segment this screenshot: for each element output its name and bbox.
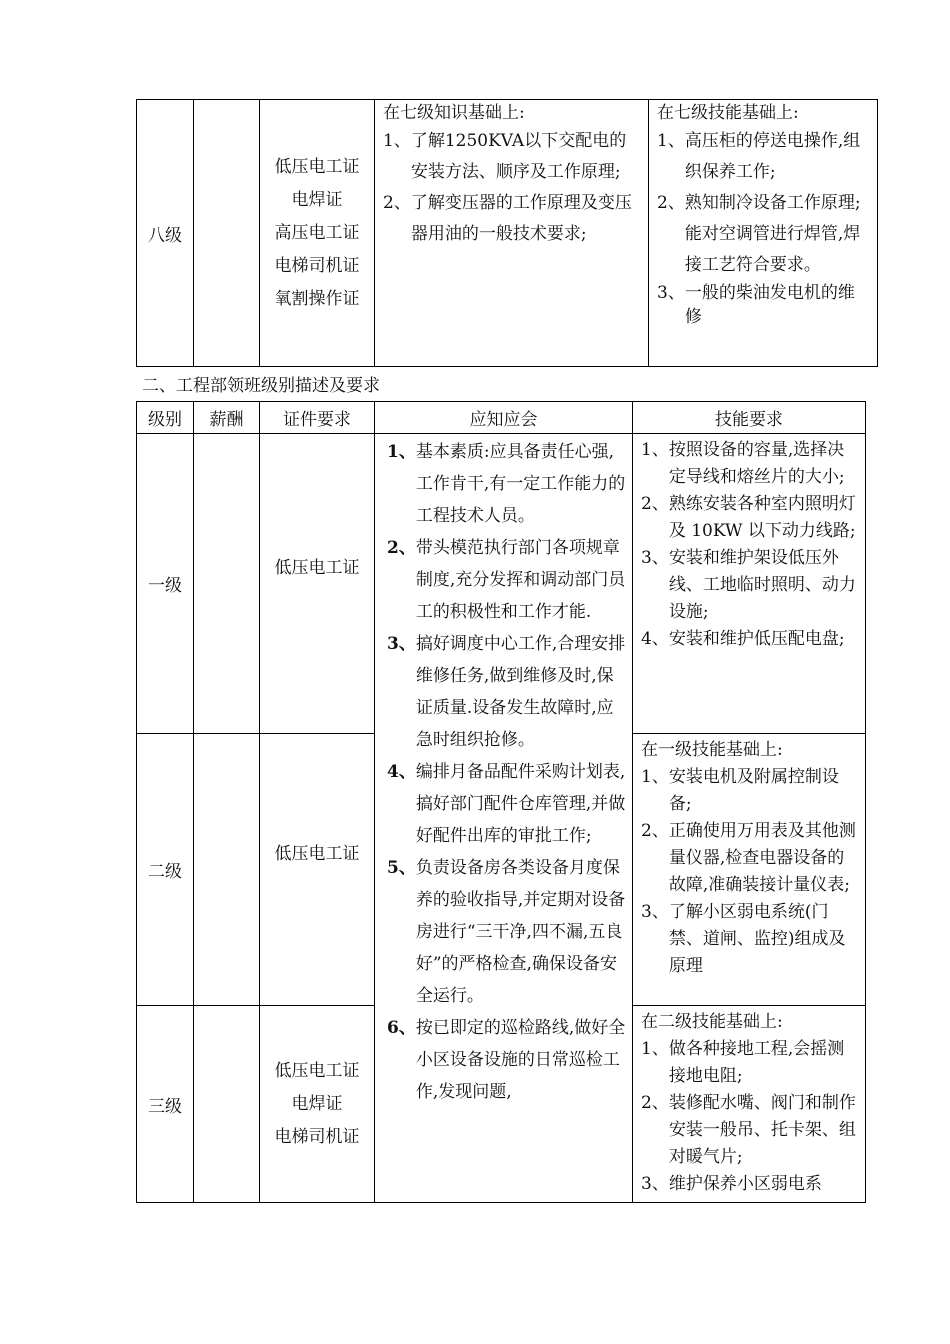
skill-cell <box>633 1006 866 1203</box>
cert-item: 低压电工证 <box>274 844 360 864</box>
cert-cell <box>260 434 375 734</box>
skill-cell <box>633 434 866 734</box>
skill-item <box>657 188 871 281</box>
knowledge-intro: 在七级知识基础上: <box>383 103 525 123</box>
item-text: 编排月备品配件采购计划表,搞好部门配件仓库管理,并做好配件出库的审批工作; <box>415 762 626 846</box>
level-label: 二级 <box>148 862 182 882</box>
item-number: 3、 <box>387 634 416 654</box>
item-number: 4、 <box>387 762 416 782</box>
cert-item: 低压电工证 <box>274 1060 360 1081</box>
skill-item <box>641 818 861 899</box>
item-text: 负责设备房各类设备月度保养的验收指导,并定期对设备房进行“三干净,四不漏,五良好”的严格检查,确保设备安全运行。 <box>415 858 626 1006</box>
cert-item: 电梯司机证 <box>274 1126 360 1147</box>
item-number: 2、 <box>641 821 669 841</box>
item-text: 高压柜的停送电操作,组织保养工作; <box>684 131 861 182</box>
item-number: 1、 <box>641 1039 669 1059</box>
cert-cell <box>260 100 375 367</box>
item-text: 安装和维护低压配电盘; <box>668 629 845 649</box>
item-number: 2、 <box>657 193 685 213</box>
level-cell <box>137 434 194 734</box>
skill-item <box>641 1036 861 1090</box>
item-number: 1、 <box>641 440 669 460</box>
skill-item <box>641 491 861 545</box>
knowledge-item <box>383 188 642 250</box>
knowledge-cell <box>375 100 649 367</box>
header-cell: 应知应会 <box>375 402 633 434</box>
item-number: 1、 <box>641 767 669 787</box>
level-cell <box>137 100 194 367</box>
item-number: 2、 <box>641 494 669 514</box>
skill-item <box>641 1090 861 1171</box>
knowledge-item <box>383 756 626 852</box>
knowledge-item <box>383 628 626 756</box>
level-label: 八级 <box>148 225 182 246</box>
header-cell: 级别 <box>137 402 194 434</box>
skill-item <box>657 126 871 188</box>
cert-item: 电焊证 <box>291 189 343 210</box>
skill-intro: 在七级技能基础上: <box>657 103 799 123</box>
item-number: 3、 <box>641 902 669 922</box>
knowledge-item <box>383 532 626 628</box>
item-text: 熟练安装各种室内照明灯及 10KW 以下动力线路; <box>668 494 856 541</box>
item-text: 了解变压器的工作原理及变压器用油的一般技术要求; <box>410 193 632 244</box>
item-text: 正确使用万用表及其他测量仪器,检查电器设备的故障,准确装接计量仪表; <box>668 821 856 895</box>
knowledge-item <box>383 436 626 532</box>
item-text: 带头模范执行部门各项规章制度,充分发挥和调动部门员工的积极性和工作才能. <box>415 538 626 622</box>
cert-item: 电焊证 <box>291 1093 343 1114</box>
item-text: 了解小区弱电系统(门禁、道闸、监控)组成及原理 <box>668 902 846 976</box>
item-number: 3、 <box>657 283 685 303</box>
skill-item <box>641 626 861 653</box>
salary-cell <box>194 1006 260 1203</box>
item-number: 3、 <box>641 548 669 568</box>
skill-item <box>641 1171 861 1198</box>
main-table <box>136 401 866 1203</box>
skill-item <box>641 545 861 626</box>
item-number: 5、 <box>387 858 416 878</box>
item-text: 安装和维护架设低压外线、工地临时照明、动力设施; <box>668 548 856 622</box>
item-text: 基本素质:应具备责任心强,工作肯干,有一定工作能力的工程技术人员。 <box>415 442 626 526</box>
item-number: 1、 <box>387 442 416 462</box>
item-number: 1、 <box>657 131 685 151</box>
section-heading: 二、工程部领班级别描述及要求 <box>142 376 380 396</box>
skill-item <box>641 437 861 491</box>
skill-item <box>641 764 861 818</box>
item-text: 做各种接地工程,会摇测接地电阻; <box>668 1039 845 1086</box>
top-table <box>136 99 878 367</box>
level-label: 一级 <box>148 576 182 596</box>
item-number: 2、 <box>387 538 416 558</box>
item-number: 1、 <box>383 131 411 151</box>
item-number: 2、 <box>383 193 411 213</box>
skill-intro: 在一级技能基础上: <box>641 740 783 760</box>
item-text: 装修配水嘴、阀门和制作安装一般吊、托卡架、组对暖气片; <box>668 1093 856 1167</box>
header-cell: 技能要求 <box>633 402 866 434</box>
item-text: 按已即定的巡检路线,做好全 小区设备设施的日常巡检工作,发现问题, <box>415 1018 626 1102</box>
item-number: 4、 <box>641 629 669 649</box>
item-text: 了解1250KVA以下交配电的安装方法、顺序及工作原理; <box>410 131 627 182</box>
item-number: 3、 <box>641 1174 669 1194</box>
salary-cell <box>194 434 260 734</box>
salary-cell <box>194 734 260 1006</box>
table-row <box>137 434 866 734</box>
level-label: 三级 <box>148 1096 182 1117</box>
header-row <box>137 402 866 434</box>
item-number: 6、 <box>387 1018 416 1038</box>
item-text: 搞好调度中心工作,合理安排维修任务,做到维修及时,保证质量.设备发生故障时,应急时组织抢修。 <box>415 634 626 750</box>
cert-cell <box>260 1006 375 1203</box>
salary-cell <box>194 100 260 367</box>
item-text: 一般的柴油发电机的维修 <box>684 283 855 327</box>
item-text: 维护保养小区弱电系 <box>668 1174 822 1194</box>
header-cell: 证件要求 <box>260 402 375 434</box>
item-text: 安装电机及附属控制设备; <box>668 767 839 814</box>
knowledge-item <box>383 852 626 1012</box>
cert-item: 低压电工证 <box>274 558 360 578</box>
knowledge-cell <box>375 434 633 1203</box>
level-cell <box>137 1006 194 1203</box>
skill-item <box>657 281 871 329</box>
skill-item <box>641 899 861 980</box>
cert-item: 低压电工证 <box>274 156 360 177</box>
item-text: 按照设备的容量,选择决定导线和熔丝片的大小; <box>668 440 845 487</box>
cert-cell <box>260 734 375 1006</box>
skill-cell <box>633 734 866 1006</box>
skill-cell <box>649 100 878 367</box>
item-text: 熟知制冷设备工作原理;能对空调管进行焊管,焊接工艺符合要求。 <box>684 193 861 275</box>
level-cell <box>137 734 194 1006</box>
header-cell: 薪酬 <box>194 402 260 434</box>
cert-item: 电梯司机证 <box>274 255 360 276</box>
cert-item: 氧割操作证 <box>274 288 360 309</box>
item-number: 2、 <box>641 1093 669 1113</box>
skill-intro: 在二级技能基础上: <box>641 1012 783 1032</box>
cert-item: 高压电工证 <box>274 222 360 243</box>
knowledge-item <box>383 1012 626 1108</box>
knowledge-item <box>383 126 642 188</box>
